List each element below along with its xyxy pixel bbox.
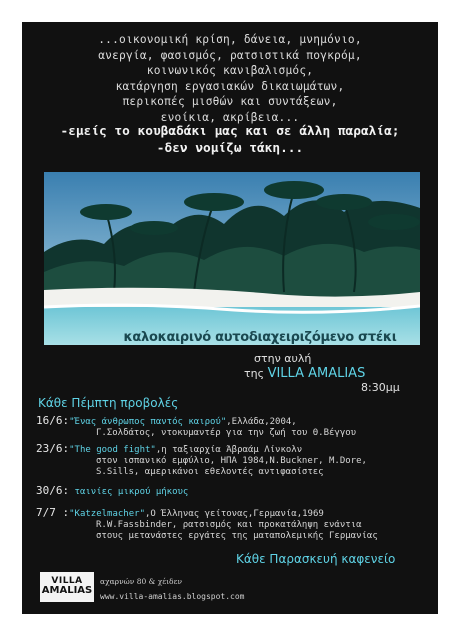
slogan: [22, 124, 438, 157]
intro-line: κατάργηση εργασιακών δικαιωμάτων,: [115, 79, 345, 93]
screening-details: ,Ο Έλληνας γείτονας,Γερμανία,1969: [144, 509, 324, 519]
screening-entry: [36, 485, 188, 498]
logo-text-bottom: AMALIAS: [41, 585, 93, 596]
screening-details: ,Ελλάδα,2004,: [226, 417, 297, 427]
villa-amalias-logo: [40, 572, 94, 602]
screening-title: "Ένας άνθρωπος παντός καιρού": [69, 417, 227, 427]
screening-title: "Katzelmacher": [69, 509, 145, 519]
screening-entry: [36, 443, 367, 478]
screening-date: 16/6:: [36, 414, 70, 427]
venue-name: VILLA AMALIAS: [267, 366, 366, 381]
friday-heading: Κάθε Παρασκευή καφενείο: [236, 552, 396, 566]
screening-date: 7/7 :: [36, 506, 70, 519]
screening-title: ταινίες μικρού μήκους: [74, 487, 189, 497]
venue-name-line: [244, 366, 365, 381]
slogan-line: -δεν νομίζω τάκη...: [156, 140, 304, 156]
screening-description: Γ.Σολδάτος, ντοκυμαντέρ για την ζωή του Θ.Βέγγου: [96, 428, 357, 438]
poster: [22, 22, 438, 614]
screening-entry: [36, 507, 378, 542]
screening-description: S.Sills, αμερικάνοι εθελοντές αντιφασίστες: [96, 467, 324, 477]
intro-line: ενοίκια, ακρίβεια...: [160, 110, 300, 124]
intro-line: κοινωνικός κανιβαλισμός,: [146, 64, 314, 78]
screening-details: ,η ταξιαρχία Άβραάμ Λίνκολν: [155, 445, 303, 455]
screening-description: στον ισπανικό εμφύλιο, ΗΠΑ 1984,N.Buckner, M.Dore,: [96, 456, 367, 466]
website-url: www.villa-amalias.blogspot.com: [100, 592, 245, 601]
screening-description: στους μετανάστες εργάτες της ματαπολεμικής Γερμανίας: [96, 531, 378, 541]
screening-date: 30/6:: [36, 484, 70, 497]
slogan-line: -εμείς το κουβαδάκι μας και σε άλλη παραλία;: [60, 124, 400, 139]
thursday-heading: Κάθε Πέμπτη προβολές: [38, 396, 179, 410]
screening-date: 23/6:: [36, 442, 70, 455]
screening-entry: [36, 415, 356, 439]
screening-description: R.W.Fassbinder, ρατσισμός και προκατάληψη ενάντια: [96, 520, 362, 530]
intro-line: περικοπές μισθών και συντάξεων,: [122, 95, 338, 109]
venue-line: στην αυλή: [254, 352, 312, 365]
intro-text: [22, 32, 438, 126]
venue-prefix: της: [244, 367, 265, 380]
screening-title: "The good fight": [69, 445, 156, 455]
address: αχαρνών 80 & χέιδεν: [100, 577, 183, 586]
logo-text-top: VILLA: [51, 576, 83, 586]
beach-photo: [44, 172, 420, 345]
event-time: 8:30μμ: [361, 381, 400, 394]
banner-title: καλοκαιρινό αυτοδιαχειριζόμενο στέκι: [123, 330, 397, 345]
intro-line: ανεργία, φασισμός, ρατσιστικά πογκρόμ,: [98, 48, 362, 62]
intro-line: ...οικονομική κρίση, δάνεια, μνημόνιο,: [98, 33, 362, 46]
